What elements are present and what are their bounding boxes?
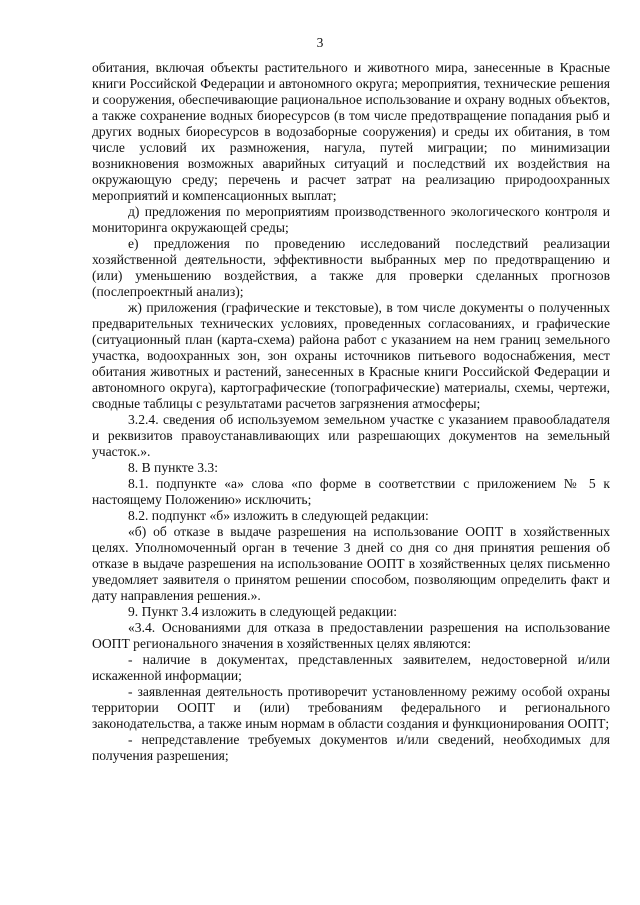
page-number: 3 (316, 35, 324, 50)
paragraph: «б) об отказе в выдаче разрешения на использование ООПТ в хозяйственных целях. Уполномоченный орган в течение 3 дней со дня со дня принятия решения об отказе в выдаче разрешения на использование ООПТ в хозяйственных целях письменно уведомляет заявителя о принятом решении способом, позволяющим определить факт и дату направления решения.». (92, 524, 610, 603)
paragraph: ж) приложения (графические и текстовые), в том числе документы о полученных предварительных технических условиях, проведенных согласованиях, и графические (ситуационный план (карта-схема) района работ с указанием на нем границ земельного участка, водоохранных зон, зон охраны источников питьевого водоснабжения, мест обитания животных и растений, занесенных в Красные книги Российской Федерации и автономного округа), картографические (топографические) материалы, схемы, чертежи, сводные таблицы с результатами расчетов загрязнения атмосферы; (92, 300, 610, 411)
list-item: - непредставление требуемых документов и/или сведений, необходимых для получения разрешения; (92, 732, 610, 763)
paragraph: «3.4. Основаниями для отказа в предоставлении разрешения на использование ООПТ регионального значения в хозяйственных целях являются: (92, 620, 610, 651)
paragraph: 8.1. подпункте «а» слова «по форме в соответствии с приложением № 5 к настоящему Положению» исключить; (92, 476, 610, 507)
paragraph: 3.2.4. сведения об используемом земельном участке с указанием правообладателя и реквизитов правоустанавливающих или разрешающих документов на земельный участок.». (92, 412, 610, 459)
document-body (92, 60, 610, 764)
paragraph: 8.2. подпункт «б» изложить в следующей редакции: (128, 508, 429, 523)
list-item: - наличие в документах, представленных заявителем, недостоверной и/или искаженной информации; (92, 652, 610, 683)
list-item: - заявленная деятельность противоречит установленному режиму особой охраны территории ООПТ и (или) требованиям федерального и регионального законодательства, а также иным нормам в области создания и функционирования ООПТ; (92, 684, 610, 731)
paragraph: е) предложения по проведению исследований последствий реализации хозяйственной деятельности, эффективности выбранных мер по предотвращению и (или) уменьшению воздействия, а также для проверки сделанных прогнозов (послепроектный анализ); (92, 236, 610, 299)
paragraph: д) предложения по мероприятиям производственного экологического контроля и мониторинга окружающей среды; (92, 204, 610, 235)
paragraph: обитания, включая объекты растительного и животного мира, занесенные в Красные книги Российской Федерации и автономного округа; мероприятия, технические решения и сооружения, обеспечивающие рациональное использование и охрану водных объектов, а также сохранение водных биоресурсов (в том числе предотвращение попадания рыб и других водных биоресурсов в водозаборные сооружения) и среды их обитания, в том числе условий их размножения, нагула, путей миграции; по минимизации возникновения возможных аварийных ситуаций и последствий их воздействия на окружающую среду; перечень и расчет затрат на реализацию природоохранных мероприятий и компенсационных выплат; (92, 60, 610, 203)
paragraph: 8. В пункте 3.3: (128, 460, 218, 475)
paragraph: 9. Пункт 3.4 изложить в следующей редакции: (128, 604, 398, 619)
